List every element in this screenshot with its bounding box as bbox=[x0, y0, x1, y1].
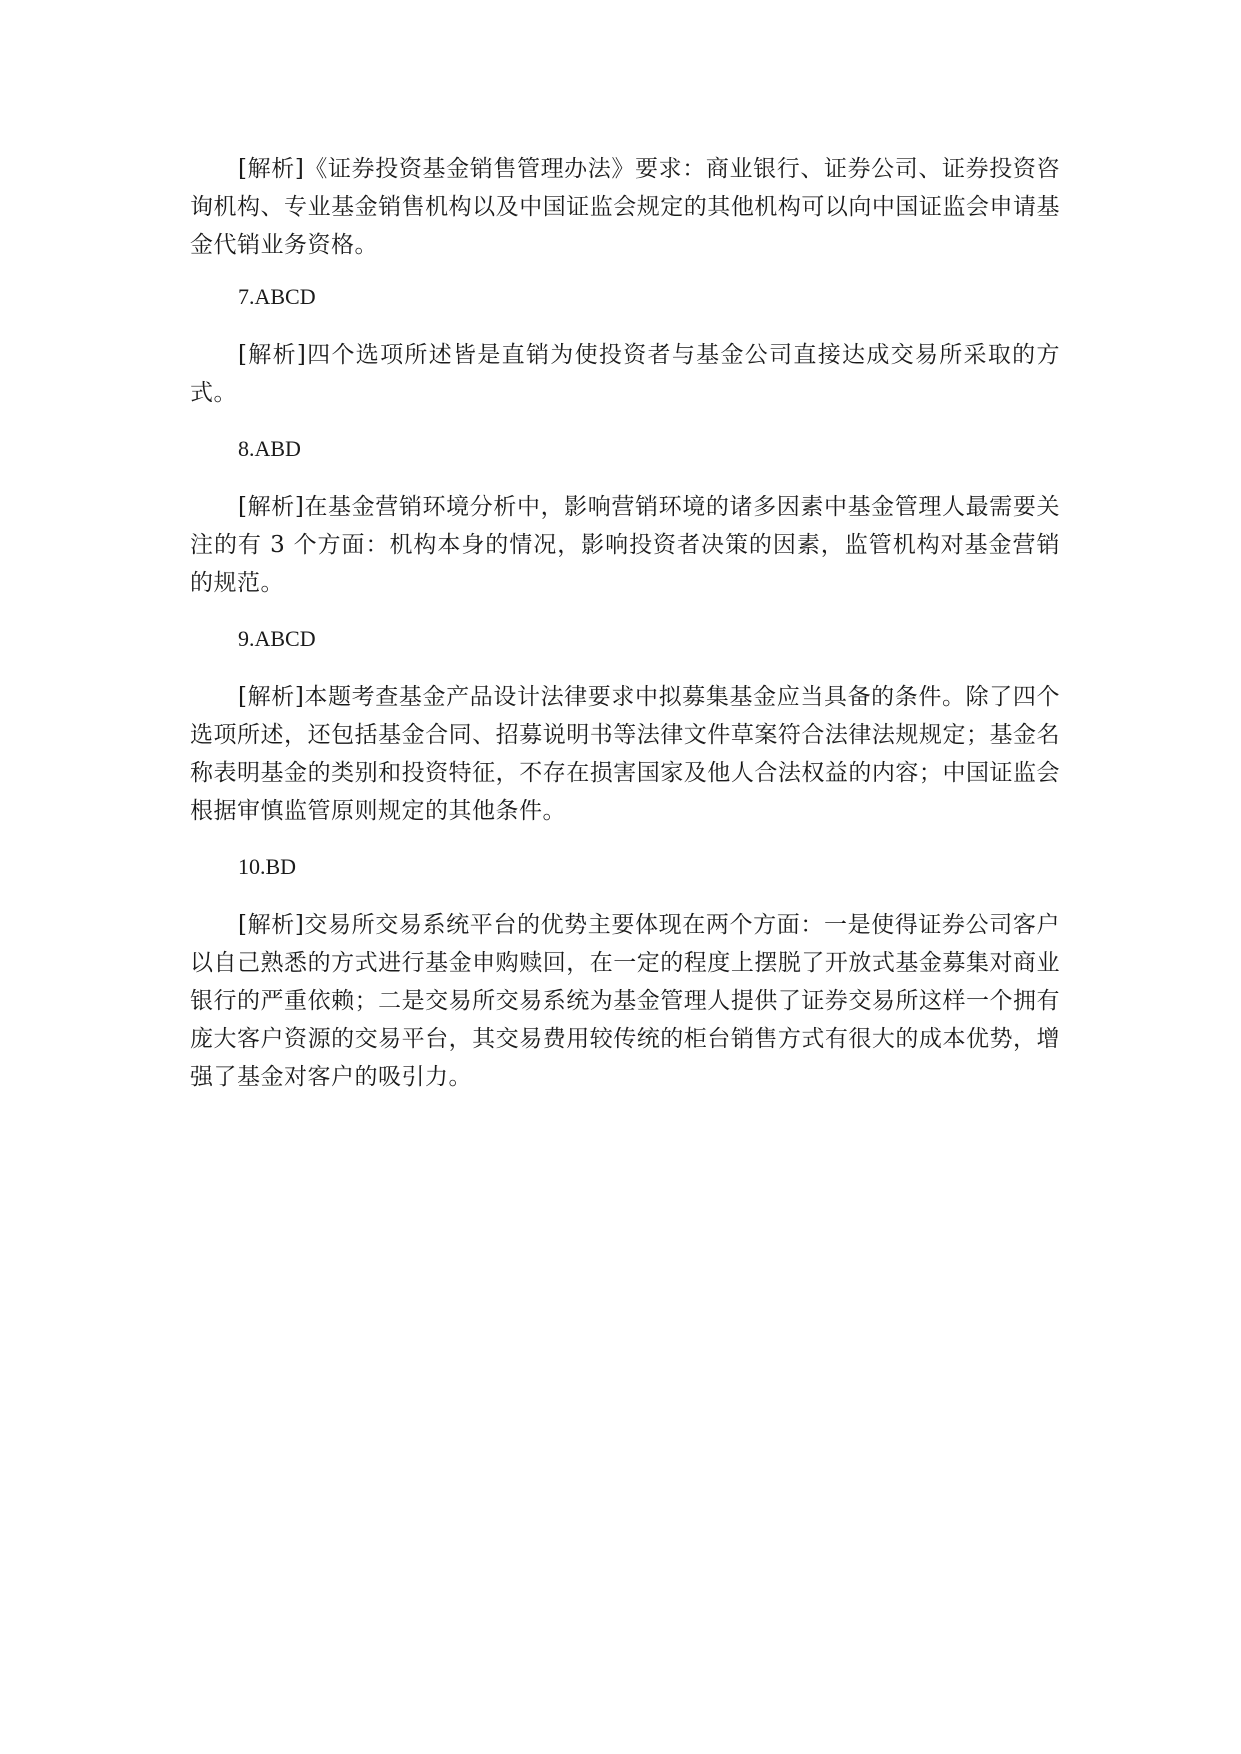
analysis-paragraph-7: [解析]四个选项所述皆是直销为使投资者与基金公司直接达成交易所采取的方式。 bbox=[190, 342, 1060, 406]
answer-7: 7.ABCD bbox=[238, 284, 316, 309]
answer-8: 8.ABD bbox=[238, 436, 301, 461]
analysis-paragraph-6: [解析]《证券投资基金销售管理办法》要求：商业银行、证券公司、证券投资咨询机构、专业基金销售机构以及中国证监会规定的其他机构可以向中国证监会申请基金代销业务资格。 bbox=[190, 156, 1060, 258]
analysis-paragraph-9: [解析]本题考查基金产品设计法律要求中拟募集基金应当具备的条件。除了四个选项所述，还包括基金合同、招募说明书等法律文件草案符合法律法规规定；基金名称表明基金的类别和投资特征，不存在损害国家及他人合法权益的内容；中国证监会根据审慎监管原则规定的其他条件。 bbox=[190, 684, 1060, 824]
answer-9: 9.ABCD bbox=[238, 626, 316, 651]
analysis-paragraph-8: [解析]在基金营销环境分析中，影响营销环境的诸多因素中基金管理人最需要关注的有 3 个方面：机构本身的情况，影响投资者决策的因素，监管机构对基金营销的规范。 bbox=[190, 494, 1060, 596]
analysis-paragraph-10: [解析]交易所交易系统平台的优势主要体现在两个方面：一是使得证券公司客户以自己熟悉的方式进行基金申购赎回，在一定的程度上摆脱了开放式基金募集对商业银行的严重依赖；二是交易所交易系统为基金管理人提供了证券交易所这样一个拥有庞大客户资源的交易平台，其交易费用较传统的柜台销售方式有很大的成本优势，增强了基金对客户的吸引力。 bbox=[190, 912, 1060, 1090]
answer-10: 10.BD bbox=[238, 854, 297, 879]
